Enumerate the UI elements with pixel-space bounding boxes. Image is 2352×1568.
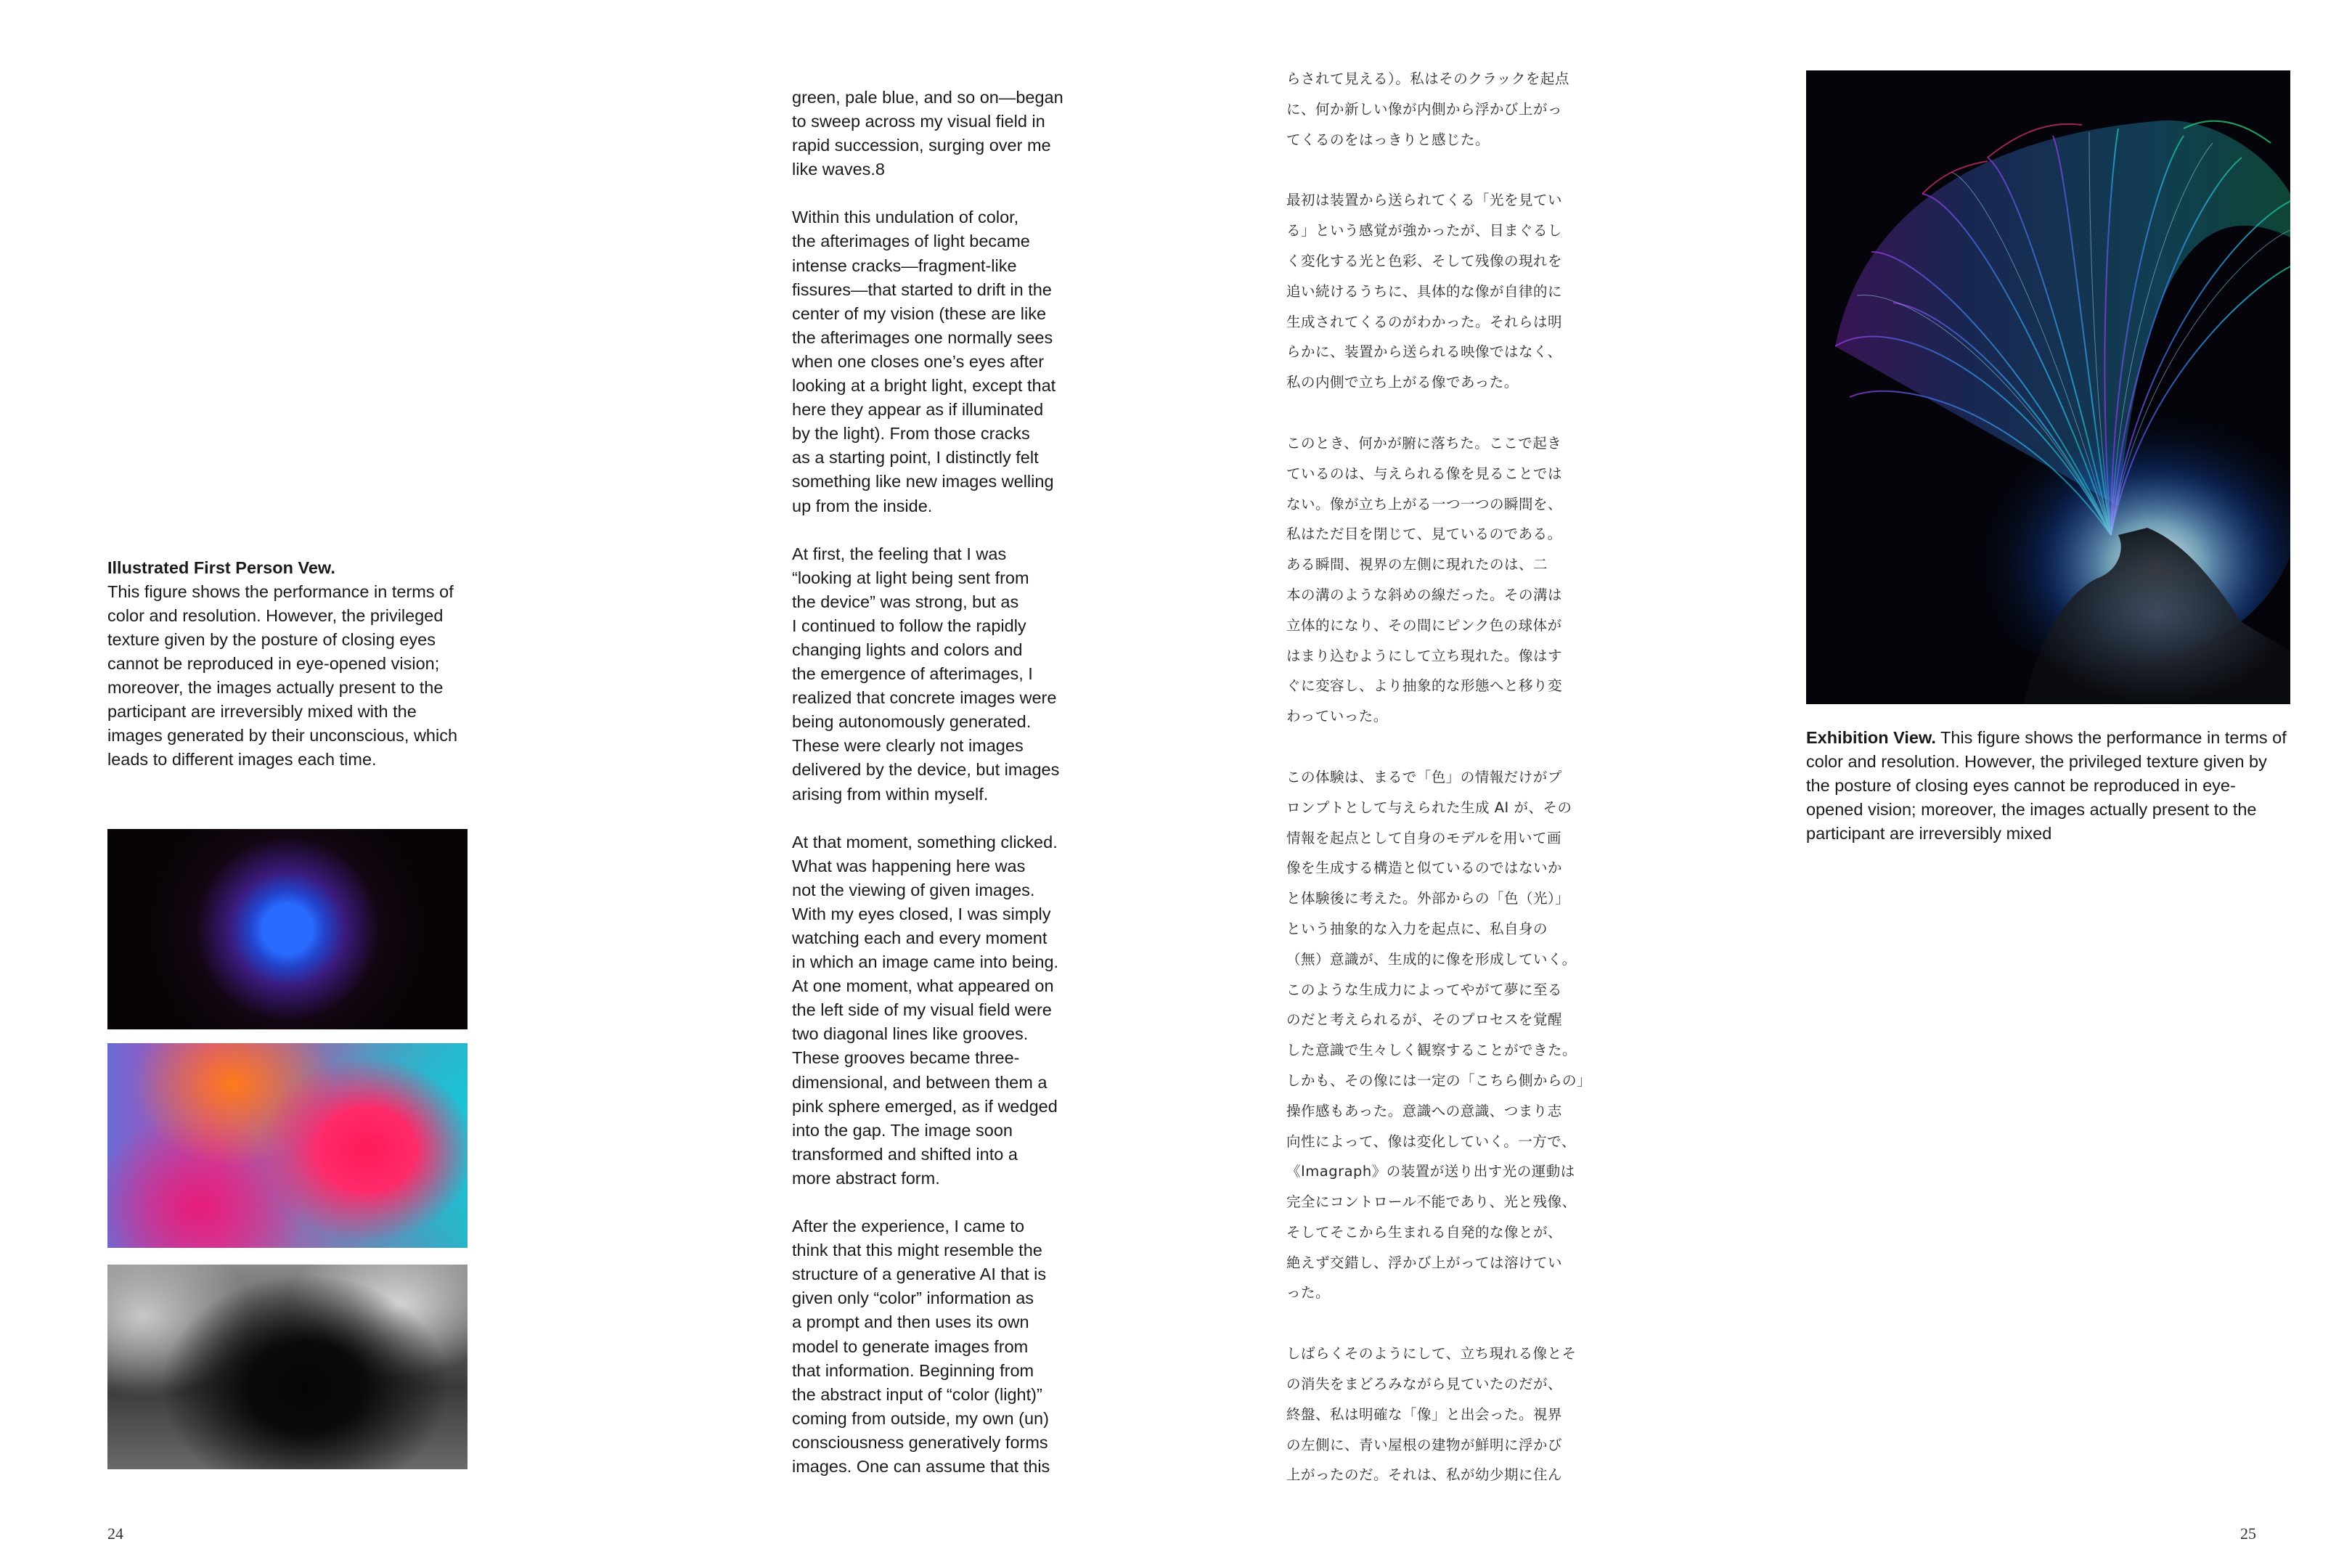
page-number-left: 24	[107, 1524, 123, 1543]
japanese-paragraph: この体験は、まるで「色」の情報だけがプ ロンプトとして与えられた生成 AI が、その 情報を起点として自身のモデルを用いて画 像を生成する構造と似ているのではないか と体験後に考えた。外部からの「色（光）」 という抽象的な入力を起点に、私自身の （無）意識が、生成的に像を形成していく。 このような生成力によってやがて夢に至る のだと考えられるが、そのプロセスを覚醒 した意識で生々しく観察することができた。 しかも、その像には一定の「こちら側からの」 操作感もあった。意識への意識、つまり志 向性によって、像は変化していく。一方で、 《Imagraph》の装置が送り出す光の運動は 完全にコントロール不能であり、光と残像、 そしてそこから生まれる自発的な像とが、 絶えず交錯し、浮かび上がっては溶けてい った。	[1286, 768, 1592, 1302]
japanese-paragraph: このとき、何かが腑に落ちた。ここで起き ているのは、与えられる像を見ることでは ない。像が立ち上がる一つ一つの瞬間を、 私はただ目を閉じて、見ているのである。 ある瞬間、視界の左側に現れたのは、二 本の溝のような斜めの線だった。その溝は 立体的になり、その間にピンク色の球体が はまり込むようにして立ち現れた。像はす ぐに変容し、より抽象的な形態へと移り変 わっていった。	[1286, 434, 1563, 725]
japanese-paragraph: 最初は装置から送られてくる「光を見てい る」という感覚が強かったが、目まぐるし く変化する光と色彩、そして残像の現れを 追い続けるうちに、具体的な像が自律的に 生成されてくるのがわかった。それらは明 らかに、装置から送られる映像ではなく、 私の内側で立ち上がる像であった。	[1286, 192, 1563, 391]
right-caption-title: Exhibition View.	[1806, 728, 1936, 747]
english-paragraph: Within this undulation of color, the afterimages of light became intense cracks—fragment-like fissures—that started to drift in the center of my vision (these are like the afterimages one normally sees when one closes one’s eyes after looking at a bright light, except that here they appear as if illuminated by the light). From those cracks as a starting point, I distinctly felt something like new images welling up from the inside.	[792, 208, 1056, 515]
english-paragraph: At first, the feeling that I was “looking at light being sent from the device” was strong, but as I continued to follow the rapidly changing lights and colors and the emergence of afterimages, I realized that concrete images were being autonomously generated. These were clearly not images delivered by the device, but images arising from within myself.	[792, 544, 1060, 804]
japanese-paragraph: らされて見える）。私はそのクラックを起点 に、何か新しい像が内側から浮かび上がっ てくるのをはっきりと感じた。	[1286, 70, 1569, 148]
figure-color-blur	[107, 1043, 467, 1248]
english-paragraph: At that moment, something clicked. What was happening here was not the viewing of given images. With my eyes closed, I was simply watching each and every moment in which an image came into being. At one moment, what appeared on the left side of my visual field were two diagonal lines like grooves. These grooves became three- dimensional, and between them a pink sphere emerged, as if wedged into the gap. The image soon transformed and shifted into a more abstract form.	[792, 832, 1059, 1188]
figure-blue-orb	[107, 829, 467, 1029]
english-column	[792, 86, 1111, 1503]
figure-gray-blur	[107, 1265, 467, 1469]
japanese-paragraph: しばらくそのようにして、立ち現れる像とそ の消失をまどろみながら見ていたのだが、 終盤、私は明確な「像」と出会った。視界 の左側に、青い屋根の建物が鮮明に浮かび 上がったのだ。それは、私が幼少期に住ん	[1286, 1345, 1577, 1484]
fiber-optic-illustration	[1806, 70, 2290, 704]
left-caption-title: Illustrated First Person Vew.	[107, 558, 335, 577]
left-caption-body: This figure shows the performance in terms of color and resolution. However, the privileged texture given by the posture of closing eyes cannot be reproduced in eye-opened vision; moreover, the images actually present to the participant are irreversibly mixed with the images generated by their unconscious, which leads to different images each time.	[107, 582, 458, 769]
english-paragraph: green, pale blue, and so on—began to sweep across my visual field in rapid succession, surging over me like waves.8	[792, 88, 1063, 179]
english-paragraph: After the experience, I came to think that this might resemble the structure of a generative AI that is given only “color” information as a prompt and then uses its own model to generate images from that information. Beginning from the abstract input of “color (light)” coming from outside, my own (un) consciousness generatively forms images. One can assume that this	[792, 1217, 1050, 1476]
left-caption	[107, 556, 470, 772]
exhibition-photo	[1806, 70, 2290, 704]
right-caption	[1806, 726, 2292, 846]
right-caption-body: This figure shows the performance in terms of color and resolution. However, the privileged texture given by the posture of closing eyes cannot be reproduced in eye-opened vision; moreover, the images actually present to the participant are irreversibly mixed	[1806, 728, 2287, 843]
japanese-column	[1286, 64, 1620, 1521]
page-number-right: 25	[2240, 1524, 2256, 1543]
